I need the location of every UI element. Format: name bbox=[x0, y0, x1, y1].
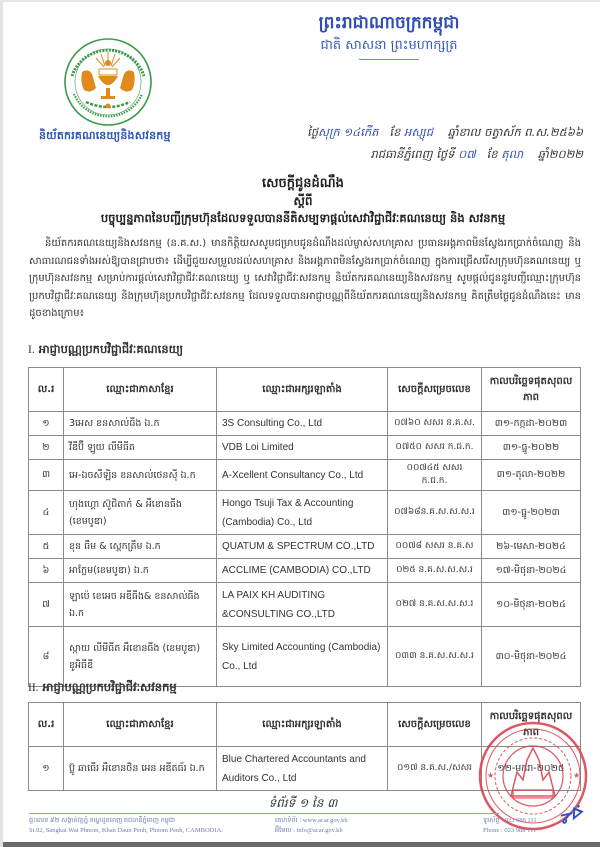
row-name-km: 3អេស ខនសាល់ធីង ឯ.ក bbox=[64, 412, 217, 436]
header-expiry: កាលបរិច្ឆេទផុតសុពលភាព bbox=[482, 703, 581, 747]
phone-number-en: 023 988 111 bbox=[504, 827, 537, 834]
row-expiry: ១២-មករា-២០២៥ bbox=[482, 747, 581, 791]
row-name-km: ស្កាយ លីមីធីត អឹខោនធីង (ខេមបូឌា) ខូអិធីឌី bbox=[64, 627, 217, 687]
website-label: គេហទំព័រ bbox=[275, 817, 298, 824]
header-name-en: ឈ្មោះជាអក្សរឡាតាំង bbox=[217, 703, 388, 747]
page-number: ទំព័រទី ១ នៃ ៣ bbox=[268, 796, 338, 810]
national-motto: ជាតិ សាសនា ព្រះមហាក្សត្រ bbox=[320, 38, 458, 53]
solar-date bbox=[253, 147, 583, 164]
row-decision-no: ០១៧ ន.គ.ស./សសរ bbox=[388, 747, 482, 791]
row-name-en: LA PAIX KH AUDITING &CONSULTING CO.,LTD bbox=[217, 583, 388, 627]
table-row bbox=[29, 436, 581, 460]
row-name-km: អេ-ឯចសឺឡិន ខនសាល់ថេនស៊ី ឯ.ក bbox=[64, 460, 217, 491]
svg-text:★: ★ bbox=[573, 771, 581, 780]
header-decision-no: សេចក្តីសម្រេចលេខ bbox=[388, 703, 482, 747]
row-expiry: ១០-មិថុនា-២០២៤ bbox=[482, 583, 581, 627]
footer-contact: គេហទំព័រ : www.acar.gov.kh អ៊ីមែល : info@acar.gov.kh bbox=[275, 817, 348, 834]
svg-text:★: ★ bbox=[487, 771, 495, 780]
row-decision-no: ០០៧៨ សសរ ន.គ.ស bbox=[388, 535, 482, 559]
solar-month: តុលា bbox=[501, 147, 524, 161]
document-heading: បច្ចុប្បន្នភាពនៃបញ្ជីក្រុមហ៊ុនដែលទទួលបាននីតិសម្បទាផ្តល់សេវាវិជ្ជាជីវៈគណនេយ្យ និង សវនកម្ម bbox=[100, 211, 506, 225]
motto-divider bbox=[359, 59, 419, 60]
website-link[interactable]: www.acar.gov.kh bbox=[302, 817, 348, 824]
table-row bbox=[29, 559, 581, 583]
section-number: II. bbox=[28, 682, 39, 694]
row-expiry: ៣១-ធ្នូ-២០២២ bbox=[482, 436, 581, 460]
footer-phone: ទូរស័ព្ទ : 023 988 111 Phone : 023 988 111 bbox=[483, 817, 537, 834]
row-name-en: Blue Chartered Accountants and Auditors Co., Ltd bbox=[217, 747, 388, 791]
organization-name: និយ័តករគណនេយ្យនិងសវនកម្ម bbox=[39, 129, 171, 142]
accounting-license-table bbox=[28, 367, 581, 687]
email-label: អ៊ីមែល bbox=[275, 827, 292, 834]
footer-divider bbox=[29, 813, 499, 814]
row-decision-no: ០២៥ ន.គ.ស.ស.ស.រ bbox=[388, 559, 482, 583]
row-no: ៨ bbox=[29, 627, 64, 687]
lunar-date-prefix: ថ្ងៃ bbox=[307, 125, 319, 139]
table-row bbox=[29, 583, 581, 627]
row-expiry: ៣១-ធ្នូ-២០២៣ bbox=[482, 491, 581, 535]
header-no: ល.រ bbox=[29, 703, 64, 747]
lunar-date bbox=[253, 125, 583, 142]
table-row bbox=[29, 535, 581, 559]
solar-date-prefix: រាជធានីភ្នំពេញ ថ្ងៃទី bbox=[370, 147, 455, 161]
document-title: សេចក្តីជូនដំណឹង bbox=[262, 176, 344, 191]
section-number: I. bbox=[28, 344, 35, 356]
section-label: អាជ្ញាបណ្ណប្រកបវិជ្ជាជីវៈគណនេយ្យ bbox=[38, 342, 184, 356]
page-edge-shadow bbox=[3, 842, 600, 847]
row-no: ៤ bbox=[29, 491, 64, 535]
row-name-en: QUATUM & SPECTRUM CO.,LTD bbox=[217, 535, 388, 559]
row-decision-no: ០៣៣ ន.គ.ស.ស.ស.រ bbox=[388, 627, 482, 687]
document-subject-label: ស្តីពី bbox=[293, 194, 313, 208]
row-expiry: ៣១-តុលា-២០២២ bbox=[482, 460, 581, 491]
header-expiry: កាលបរិច្ឆេទផុតសុពលភាព bbox=[482, 368, 581, 412]
phone-label-km: ទូរស័ព្ទ bbox=[483, 817, 500, 824]
footer-address bbox=[29, 816, 223, 836]
solar-month-label: ខែ bbox=[486, 147, 498, 161]
document-body: និយ័តករគណនេយ្យនិងសវនកម្ម (ន.គ.ស.) មានកិត្តិយសសូមជម្រាបជូនដំណឹងដល់ម្ចាស់សហគ្រាស ប្រធានអង្គភាពមិនស្វែងរកប្រាក់ចំណេញ និងសាធារណជនទាំងអស់ឱ្យបានជ្រាបថា៖ ដើម្បីជួយសម្រួលដល់សហគ្រាស និងអង្គភាពមិនស្វែងរកប្រាក់ចំណេញ ក្នុងការជ្រើសរើសក្រុមហ៊ុនគណនេយ្យ ឬ ក្រុមហ៊ុនសវនកម្ម សម្រាប់ការផ្តល់សេវាវិជ្ជាជីវៈគណនេយ្យ ឬ សេវាវិជ្ជាជីវៈសវនកម្ម និយ័តករគណនេយ្យនិងសវនកម្ម សូមផ្តល់ជូននូវបញ្ជីឈ្មោះក្រុមហ៊ុនប្រកបវិជ្ជាជីវៈគណនេយ្យ និងក្រុមហ៊ុនប្រកបវិជ្ជាជីវៈសវនកម្ម ដែលទទួលបានអាជ្ញាបណ្ណពីនិយ័តករគណនេយ្យនិងសវនកម្ម គិតត្រឹមថ្ងៃជូនដំណឹងនេះ មានដូចខាងក្រោម៖ bbox=[29, 238, 581, 319]
lunar-month: អស្សុជ bbox=[404, 125, 434, 139]
address-km: ផ្ទះលេខ ៩២ សង្កាត់វត្តភ្នំ ខណ្ឌដូនពេញ រាជធានីភ្នំពេញ កម្ពុជា bbox=[29, 817, 176, 824]
table-row bbox=[29, 627, 581, 687]
row-no: ៣ bbox=[29, 460, 64, 491]
phone-number: 023 988 111 bbox=[504, 817, 537, 824]
row-name-km: ឡាប៉េ ខេអេច អឌីធីង& ខនសាល់ធីង ឯ.ក bbox=[64, 583, 217, 627]
acar-logo-icon bbox=[58, 36, 158, 128]
row-no: ២ bbox=[29, 436, 64, 460]
row-name-en: A-Xcellent Consultancy Co., Ltd bbox=[217, 460, 388, 491]
kingdom-title: ព្រះរាជាណាចក្រកម្ពុជា bbox=[318, 13, 460, 33]
section-title-accounting bbox=[28, 342, 183, 359]
row-expiry: ៣១-កក្កដា-២០២៣ bbox=[482, 412, 581, 436]
row-expiry: ៣០-មិថុនា-២០២៤ bbox=[482, 627, 581, 687]
row-name-en: ACCLIME (CAMBODIA) CO.,LTD bbox=[217, 559, 388, 583]
row-no: ៧ bbox=[29, 583, 64, 627]
header-name-km: ឈ្មោះជាភាសាខ្មែរ bbox=[64, 368, 217, 412]
row-name-en: Hongo Tsuji Tax & Accounting (Cambodia) Co., Ltd bbox=[217, 491, 388, 535]
lunar-day: សុក្រ ១៤កើត bbox=[318, 125, 379, 139]
row-name-km: វីឌីប៊ី ឡូយ លីមីធីត bbox=[64, 436, 217, 460]
header-decision-no: សេចក្តីសម្រេចលេខ bbox=[388, 368, 482, 412]
row-no: ១ bbox=[29, 412, 64, 436]
signature-icon: ᡒᢰ bbox=[557, 802, 585, 827]
solar-day: ០៧ bbox=[458, 147, 476, 161]
row-name-km: ខុន ធឹម & ស្ពេកត្រឹម ឯ.ក bbox=[64, 535, 217, 559]
table-row bbox=[29, 491, 581, 535]
table-header-row bbox=[29, 368, 581, 412]
phone-label-en: Phone bbox=[483, 827, 500, 834]
header-name-km: ឈ្មោះជាភាសាខ្មែរ bbox=[64, 703, 217, 747]
row-decision-no: ០២៧ ន.គ.ស.ស.ស.រ bbox=[388, 583, 482, 627]
table-row bbox=[29, 412, 581, 436]
row-name-km: ប៊្លូ ឆាធើរ អឹខោនថិន អេន អឌីតធ័រ ឯ.ក bbox=[64, 747, 217, 791]
header-name-en: ឈ្មោះជាអក្សរឡាតាំង bbox=[217, 368, 388, 412]
row-name-en: VDB Loi Limited bbox=[217, 436, 388, 460]
email-link[interactable]: info@acar.gov.kh bbox=[296, 827, 343, 834]
row-expiry: ២៦-មេសា-២០២៤ bbox=[482, 535, 581, 559]
row-no: ១ bbox=[29, 747, 64, 791]
section-title-audit bbox=[28, 680, 177, 697]
row-name-en: 3S Consulting Co., Ltd bbox=[217, 412, 388, 436]
row-no: ៦ bbox=[29, 559, 64, 583]
section-label: អាជ្ញាបណ្ណប្រកបវិជ្ជាជីវៈសវនកម្ម bbox=[42, 680, 177, 694]
row-decision-no: ០៧៦៨ន.គ.ស.ស.ស.រ bbox=[388, 491, 482, 535]
row-name-en: Sky Limited Accounting (Cambodia) Co., Ltd bbox=[217, 627, 388, 687]
row-decision-no: ០៧៦០ សសរ ន.គ.ស. bbox=[388, 412, 482, 436]
solar-year: ឆ្នាំ២០២២ bbox=[537, 147, 583, 161]
address-en: St.92, Sangkat Wat Phnom, Khan Daun Penh, Phnom Penh, CAMBODIA. bbox=[29, 827, 223, 834]
row-name-km: អាក្លែម(ខេមបូឌា) ឯ.ក bbox=[64, 559, 217, 583]
table-row bbox=[29, 460, 581, 491]
row-no: ៥ bbox=[29, 535, 64, 559]
row-decision-no: ០៧៥០ សសរ ក.ជ.ក. bbox=[388, 436, 482, 460]
header-no: ល.រ bbox=[29, 368, 64, 412]
row-name-km: ហុងហ្គោ ស៊ូជិតាក់ & អឹខោនធីង (ខេមបូឌា) bbox=[64, 491, 217, 535]
lunar-year: ឆ្នាំខាល ចត្វាស័ក ព.ស.២៥៦៦ bbox=[447, 125, 583, 139]
row-decision-no: ០០៧៤៥ សសរ ក.ជ.ក. bbox=[388, 460, 482, 491]
row-expiry: ១៧-មិថុនា-២០២៤ bbox=[482, 559, 581, 583]
lunar-month-label: ខែ bbox=[389, 125, 401, 139]
